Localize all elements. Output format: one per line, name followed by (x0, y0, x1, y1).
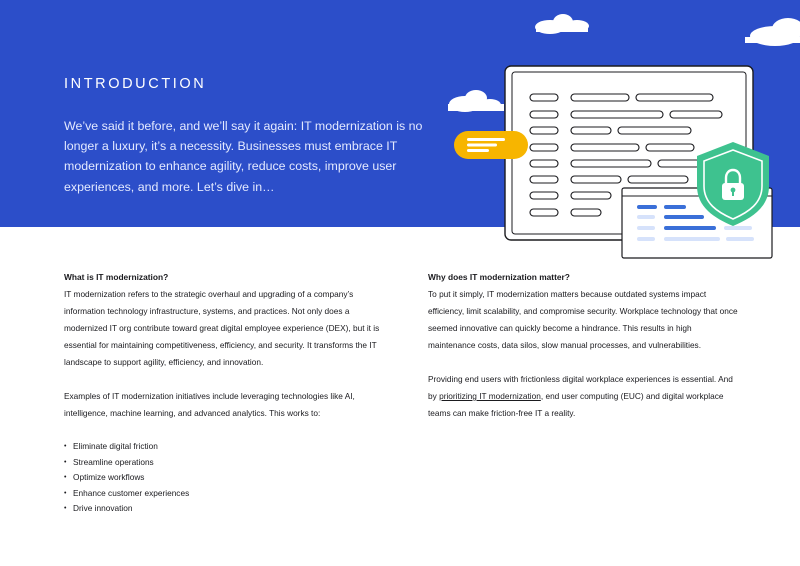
section-heading: Why does IT modernization matter? (428, 272, 570, 282)
paragraph-text: , end user computing (EUC) and digital workplace teams can make friction-free IT a reality. (428, 391, 724, 418)
list-item: • Enhance customer experiences (64, 486, 384, 502)
paragraph: IT modernization refers to the strategic overhaul and upgrading of a company’s information technology infrastructure, systems, and practices. Not only does a modernized IT org contribute toward great digital employee experience (DEX), but it is essential for maintaining competitiveness, efficiency, and security. It transforms the IT landscape to support agility, efficiency, and innovation. (64, 289, 380, 367)
illustration (440, 0, 800, 265)
list-item: • Streamline operations (64, 455, 384, 471)
paragraph: To put it simply, IT modernization matters because outdated systems impact efficiency, limit scalability, and compromise security. Workplace technology that once seemed innovative can quickly become a hindrance. This results in high maintenance costs, data silos, slow manual processes, and vulnerabilities. (428, 289, 738, 350)
section-title: INTRODUCTION (64, 76, 207, 92)
section-heading: What is IT modernization? (64, 272, 169, 282)
list-item: • Drive innovation (64, 501, 384, 517)
chat-badge-icon (454, 131, 528, 159)
what-is-section (64, 269, 384, 517)
why-matters-section (428, 269, 738, 422)
cloud-icon (448, 90, 504, 112)
bullet-list (64, 439, 384, 517)
list-item: • Optimize workflows (64, 470, 384, 486)
paragraph (428, 371, 738, 422)
list-item: • Eliminate digital friction (64, 439, 384, 455)
paragraph: Examples of IT modernization initiatives include leveraging technologies like AI, intelligence, machine learning, and advanced analytics. This works to: (64, 391, 355, 418)
intro-text: We’ve said it before, and we’ll say it again: IT modernization is no longer a luxury, it’s a necessity. Businesses must embrace IT modernization to enhance agility, reduce costs, improve user experiences, and more. Let’s dive in… (64, 119, 423, 194)
prioritizing-link[interactable]: prioritizing IT modernization (439, 391, 541, 401)
paragraph-text: Providing end users with frictionless digital workplace experiences is essential. And by (428, 374, 733, 401)
cloud-icon (745, 18, 800, 46)
cloud-icon (535, 14, 589, 34)
